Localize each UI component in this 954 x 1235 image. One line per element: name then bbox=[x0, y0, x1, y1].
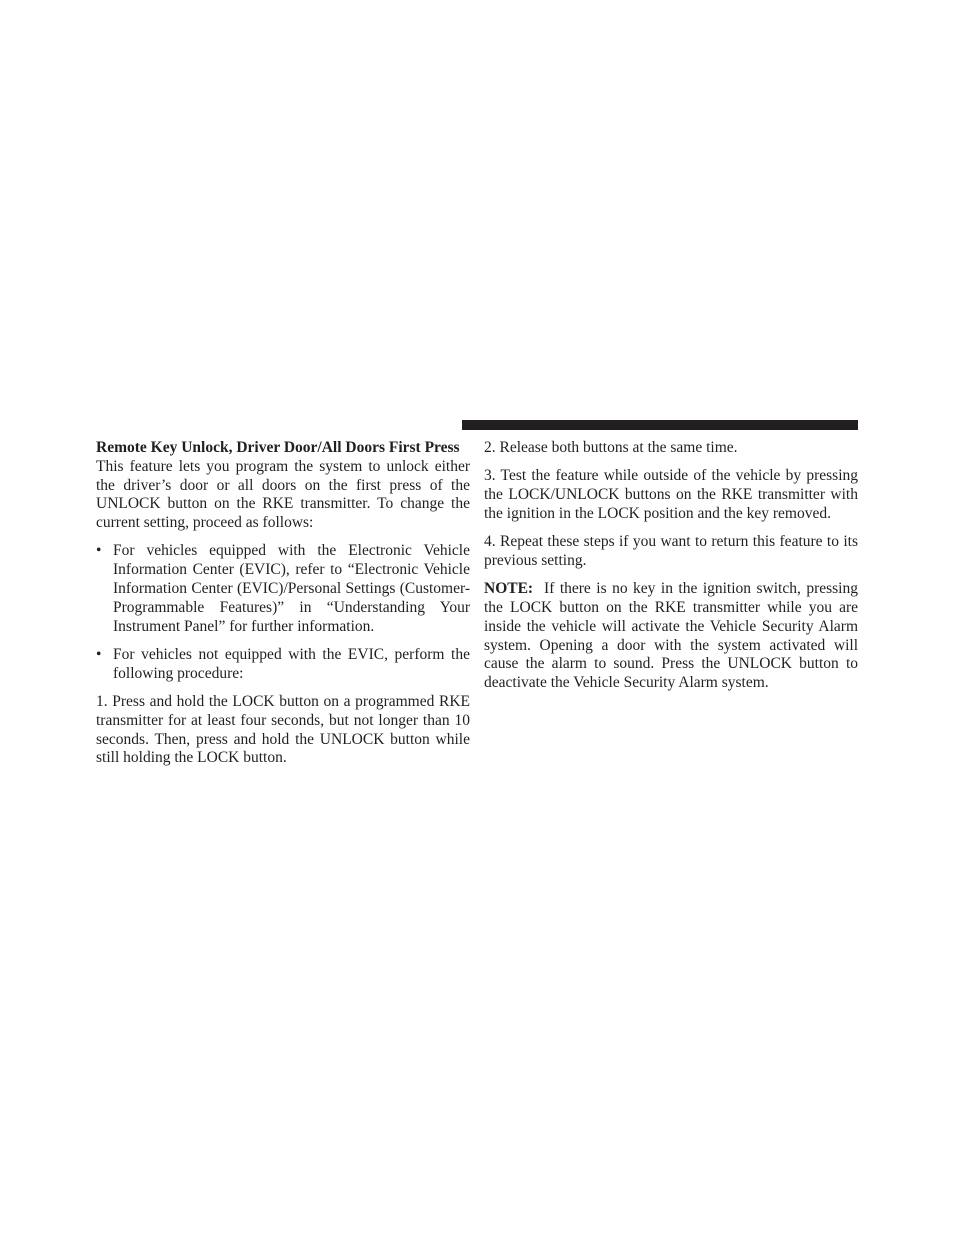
step-4-paragraph: 4. Repeat these steps if you want to return this feature to its previous setting. bbox=[484, 533, 858, 569]
bullet-text: For vehicles not equipped with the EVIC, perform the following procedure: bbox=[113, 645, 470, 682]
note-paragraph bbox=[484, 580, 858, 693]
right-column bbox=[484, 439, 858, 693]
list-item bbox=[96, 542, 470, 636]
bullet-text: For vehicles equipped with the Electronic Vehicle Information Center (EVIC), refer to “Electronic Vehicle Information Center (EVIC)/Personal Settings (Customer-Programmable Features)” in “Understanding Your Instrument Panel” for further information. bbox=[113, 542, 470, 635]
section-heading: Remote Key Unlock, Driver Door/All Doors First Press bbox=[96, 439, 460, 456]
section-header-bar bbox=[462, 420, 858, 430]
step-1-paragraph: 1. Press and hold the LOCK button on a programmed RKE transmitter for at least four seconds, but not longer than 10 seconds. Then, press and hold the UNLOCK button while still holding the LOCK button. bbox=[96, 693, 470, 767]
bullet-list bbox=[96, 542, 470, 683]
note-label: NOTE: bbox=[484, 580, 534, 598]
list-item bbox=[96, 646, 470, 684]
step-3-paragraph: 3. Test the feature while outside of the vehicle by pressing the LOCK/UNLOCK buttons on the RKE transmitter with the ignition in the LOCK position and the key removed. bbox=[484, 467, 858, 522]
bullet-icon: • bbox=[96, 542, 102, 560]
note-text: If there is no key in the ignition switch, pressing the LOCK button on the RKE transmitter while you are inside the vehicle will activate the Vehicle Security Alarm system. Opening a door with the system activated will cause the alarm to sound. Press the UNLOCK button to deactivate the Vehicle Security Alarm system. bbox=[484, 580, 858, 692]
step-2-paragraph: 2. Release both buttons at the same time. bbox=[484, 439, 738, 456]
bullet-icon: • bbox=[96, 645, 102, 663]
left-column bbox=[96, 439, 470, 768]
intro-paragraph: This feature lets you program the system to unlock either the driver’s door or all doors on the first press of the UNLOCK button on the RKE transmitter. To change the current setting, proceed as follows: bbox=[96, 457, 470, 532]
